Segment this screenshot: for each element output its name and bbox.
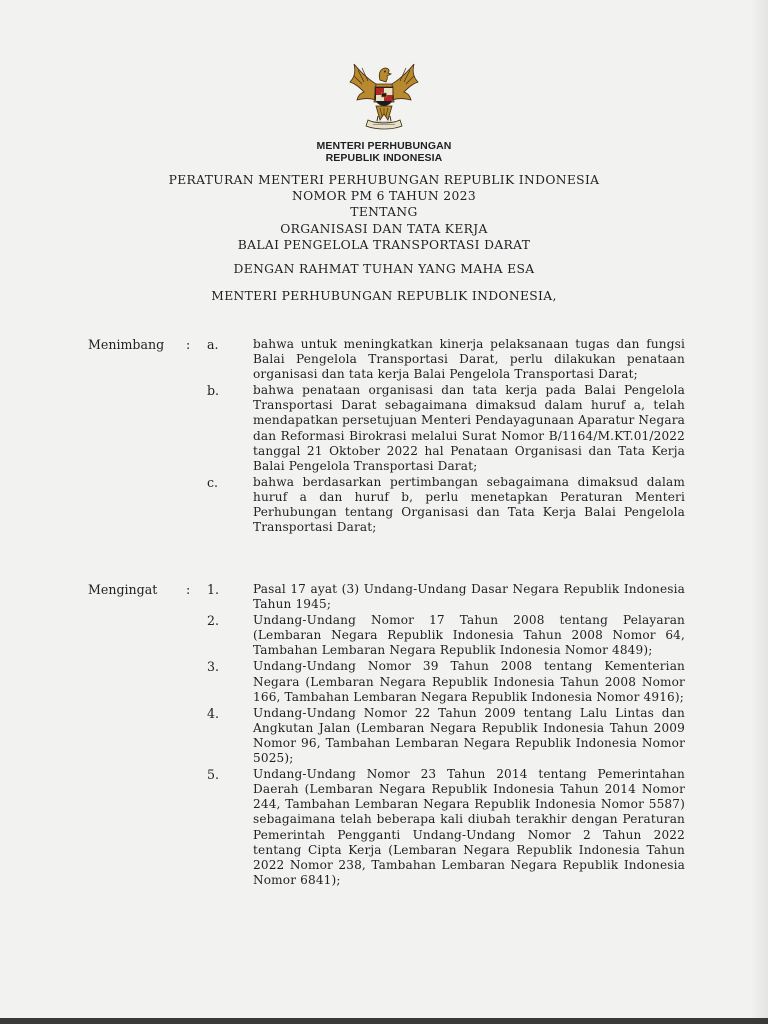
recalling-label: Mengingat xyxy=(88,582,158,597)
item-text: bahwa penataan organisasi dan tata kerja pada Balai Pengelola Transportasi Darat sebagaimana dimaksud dalam huruf a, telah mendapatkan persetujuan Menteri Pendayagunaan Aparatur Negara dan Reformasi Birokrasi melalui Surat Nomor B/1164/M.KT.01/2022 tanggal 21 Oktober 2022 hal Penataan Organisasi dan Tata Kerja Balai Pengelola Transportasi Darat; xyxy=(253,383,685,473)
item-text: Undang-Undang Nomor 17 Tahun 2008 tentang Pelayaran (Lembaran Negara Republik Indonesia Tahun 2008 Nomor 64, Tambahan Lembaran Negara Republik Indonesia Nomor 4849); xyxy=(253,613,685,658)
recalling-item xyxy=(0,767,768,888)
invocation-line: DENGAN RAHMAT TUHAN YANG MAHA ESA xyxy=(233,262,535,276)
item-marker: 5. xyxy=(207,767,220,783)
recalling-colon: : xyxy=(186,582,191,597)
item-text: bahwa berdasarkan pertimbangan sebagaimana dimaksud dalam huruf a dan huruf b, perlu menetapkan Peraturan Menteri Perhubungan tentang Organisasi dan Tata Kerja Balai Pengelola Transportasi Darat; xyxy=(253,474,685,535)
item-marker: a. xyxy=(207,337,219,352)
item-marker: 3. xyxy=(207,659,220,675)
item-marker: 1. xyxy=(207,582,220,597)
considering-item xyxy=(0,383,768,474)
title-line-5: BALAI PENGELOLA TRANSPORTASI DARAT xyxy=(237,237,531,252)
issuer-line-2: REPUBLIK INDONESIA xyxy=(325,152,443,164)
item-text: Undang-Undang Nomor 22 Tahun 2009 tentang Lalu Lintas dan Angkutan Jalan (Lembaran Negara Republik Indonesia Tahun 2009 Nomor 96, Tambahan Lembaran Negara Republik Indonesia Nomor 5025); xyxy=(253,705,685,766)
regulation-title xyxy=(0,172,768,253)
item-text: Undang-Undang Nomor 23 Tahun 2014 tentang Pemerintahan Daerah (Lembaran Negara Republik Indonesia Tahun 2014 Nomor 244, Tambahan Lembaran Negara Republik Indonesia Nomor 5587) sebagaimana telah beberapa kali diubah terakhir dengan Peraturan Pemerintah Pengganti Undang-Undang Nomor 2 Tahun 2022 tentang Cipta Kerja (Lembaran Negara Republik Indonesia Tahun 2022 Nomor 238, Tambahan Lembaran Negara Republik Indonesia Nomor 6841); xyxy=(253,767,685,887)
title-line-2: NOMOR PM 6 TAHUN 2023 xyxy=(292,189,476,204)
title-line-1: PERATURAN MENTERI PERHUBUNGAN REPUBLIK INDONESIA xyxy=(168,173,600,187)
considering-label: Menimbang xyxy=(88,337,165,352)
recalling-item xyxy=(0,706,768,766)
item-marker: 2. xyxy=(207,613,220,629)
item-text: bahwa untuk meningkatkan kinerja pelaksanaan tugas dan fungsi Balai Pengelola Transportasi Darat, perlu dilakukan penataan organisasi dan tata kerja Balai Pengelola Transportasi Darat; xyxy=(253,337,685,382)
enacting-authority-line: MENTERI PERHUBUNGAN REPUBLIK INDONESIA, xyxy=(211,289,557,303)
item-marker: b. xyxy=(207,383,220,399)
considering-item xyxy=(0,337,768,382)
recalling-item xyxy=(0,613,768,658)
title-line-4: ORGANISASI DAN TATA KERJA xyxy=(280,221,488,236)
item-marker: 4. xyxy=(207,705,220,721)
considering-section xyxy=(0,337,768,536)
considering-colon: : xyxy=(186,337,191,352)
garuda-pancasila-emblem-icon xyxy=(340,58,428,134)
considering-item xyxy=(0,475,768,535)
issuer-heading xyxy=(0,140,768,164)
recalling-item xyxy=(0,659,768,704)
recalling-section xyxy=(0,582,768,889)
item-marker: c. xyxy=(207,474,219,490)
issuer-line-1: MENTERI PERHUBUNGAN xyxy=(316,140,452,152)
title-line-3: TENTANG xyxy=(350,205,418,220)
item-text: Undang-Undang Nomor 39 Tahun 2008 tentang Kementerian Negara (Lembaran Negara Republik Indonesia Tahun 2008 Nomor 166, Tambahan Lembaran Negara Republik Indonesia Nomor 4916); xyxy=(253,659,685,704)
item-text: Pasal 17 ayat (3) Undang-Undang Dasar Negara Republik Indonesia Tahun 1945; xyxy=(253,582,685,612)
recalling-item xyxy=(0,582,768,612)
